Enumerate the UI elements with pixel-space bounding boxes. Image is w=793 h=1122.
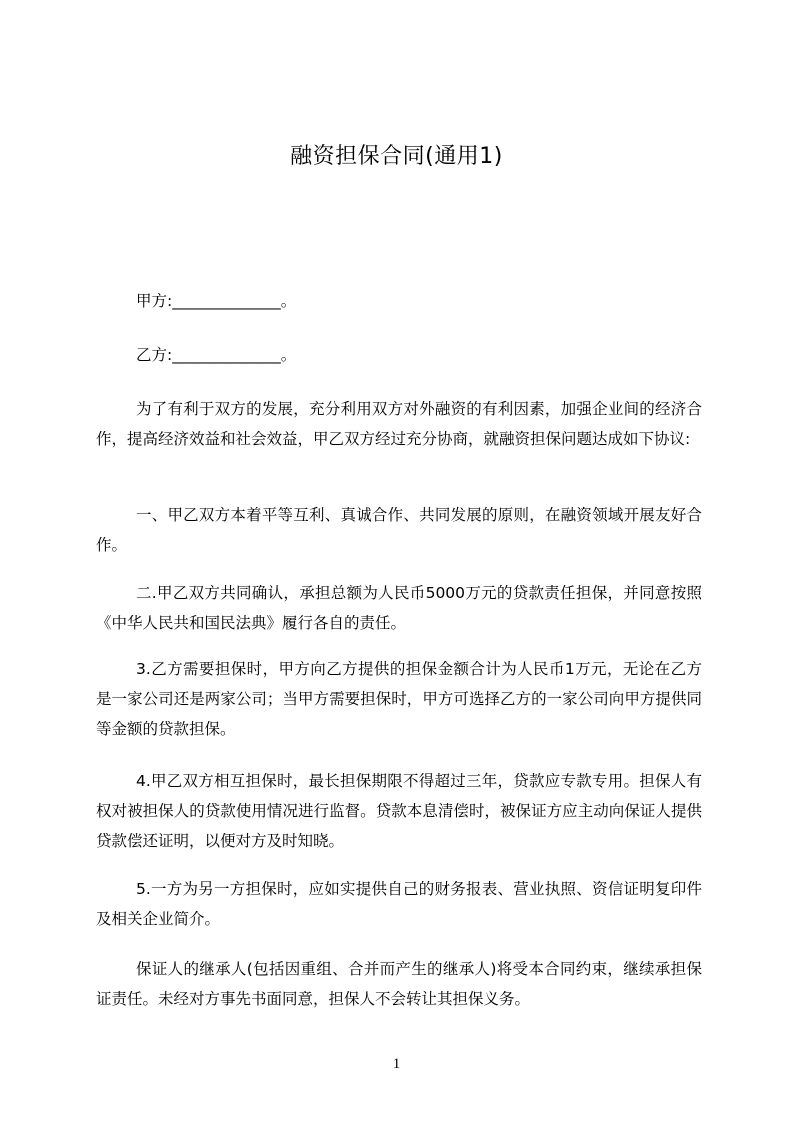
document-title: 融资担保合同(通用1): [290, 144, 503, 169]
successor-paragraph: 保证人的继承人(包括因重组、合并而产生的继承人)将受本合同约束，继续承担保证责任。未经对方事先书面同意，担保人不会转让其担保义务。: [96, 960, 702, 1008]
clause-1-paragraph: 一、甲乙双方本着平等互利、真诚合作、共同发展的原则，在融资领域开展友好合作。: [96, 506, 702, 554]
party-b-line: 乙方:______________。: [136, 346, 297, 364]
clause-5-paragraph: 5.一方为另一方担保时，应如实提供自己的财务报表、营业执照、资信证明复印件及相关企业简介。: [96, 880, 702, 928]
clause-3-paragraph: 3.乙方需要担保时，甲方向乙方提供的担保金额合计为人民币1万元，无论在乙方是一家公司还是两家公司；当甲方需要担保时，甲方可选择乙方的一家公司向甲方提供同等金额的贷款担保。: [96, 660, 702, 738]
page-number: 1: [392, 1056, 401, 1072]
clause-2-paragraph: 二.甲乙双方共同确认，承担总额为人民币5000万元的贷款责任担保，并同意按照《中华人民共和国民法典》履行各自的责任。: [96, 584, 702, 632]
party-a-line: 甲方:______________。: [136, 292, 297, 310]
clause-4-paragraph: 4.甲乙双方相互担保时，最长担保期限不得超过三年，贷款应专款专用。担保人有权对被担保人的贷款使用情况进行监督。贷款本息清偿时，被保证方应主动向保证人提供贷款偿还证明，以便对方及时知晓。: [96, 772, 702, 850]
preamble-paragraph: 为了有利于双方的发展，充分利用双方对外融资的有利因素，加强企业间的经济合作，提高经济效益和社会效益，甲乙双方经过充分协商，就融资担保问题达成如下协议:: [96, 400, 702, 448]
